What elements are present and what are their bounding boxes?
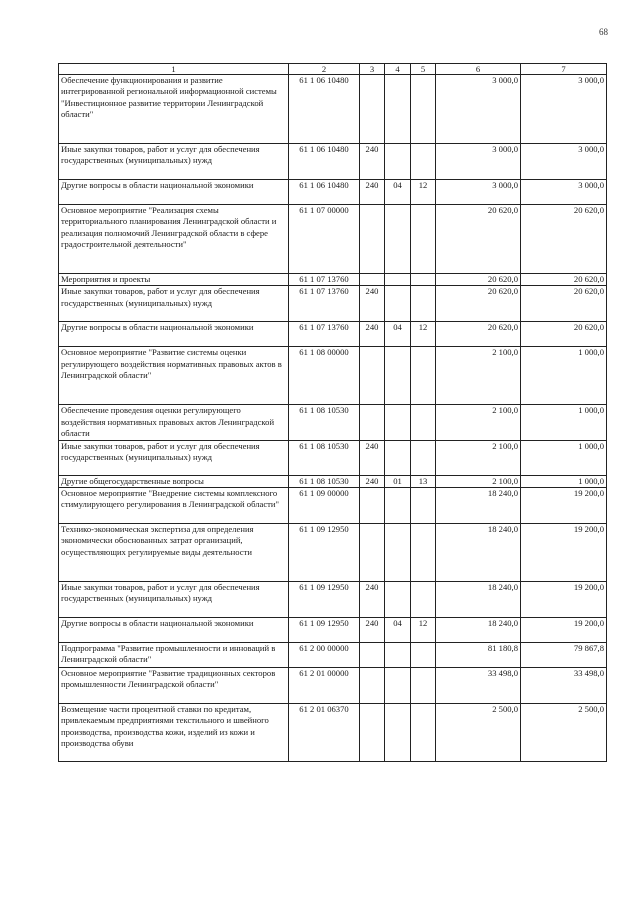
expense-type-cell: 240 xyxy=(360,180,385,205)
column-header: 1 xyxy=(59,64,289,75)
expense-type-cell xyxy=(360,488,385,524)
table-row xyxy=(59,405,607,440)
row-name-cell: Основное мероприятие "Внедрение системы комплексного стимулирующего регулирования в Ленинградской области" xyxy=(59,488,289,524)
expense-type-cell xyxy=(360,205,385,274)
amount-year-2-cell: 1 000,0 xyxy=(521,405,607,440)
table-row xyxy=(59,475,607,487)
classification-code-cell: 61 1 06 10480 xyxy=(289,180,360,205)
subsection-code-cell xyxy=(411,440,436,475)
amount-year-1-cell: 33 498,0 xyxy=(436,668,521,704)
section-code-cell xyxy=(385,488,411,524)
classification-code-cell: 61 1 07 00000 xyxy=(289,205,360,274)
expense-type-cell: 240 xyxy=(360,144,385,180)
table-row xyxy=(59,668,607,704)
classification-code-cell: 61 1 08 10530 xyxy=(289,405,360,440)
subsection-code-cell: 12 xyxy=(411,322,436,347)
subsection-code-cell: 12 xyxy=(411,618,436,643)
table-header-row xyxy=(59,64,607,75)
subsection-code-cell xyxy=(411,205,436,274)
amount-year-2-cell: 2 500,0 xyxy=(521,704,607,762)
table-row xyxy=(59,144,607,180)
subsection-code-cell xyxy=(411,488,436,524)
expense-type-cell xyxy=(360,75,385,144)
classification-code-cell: 61 2 01 00000 xyxy=(289,668,360,704)
expense-type-cell: 240 xyxy=(360,286,385,322)
amount-year-1-cell: 2 100,0 xyxy=(436,347,521,405)
amount-year-2-cell: 3 000,0 xyxy=(521,180,607,205)
section-code-cell: 01 xyxy=(385,475,411,487)
classification-code-cell: 61 1 06 10480 xyxy=(289,144,360,180)
expense-type-cell xyxy=(360,704,385,762)
section-code-cell: 04 xyxy=(385,322,411,347)
classification-code-cell: 61 1 07 13760 xyxy=(289,274,360,286)
classification-code-cell: 61 1 09 12950 xyxy=(289,618,360,643)
section-code-cell xyxy=(385,643,411,668)
row-name-cell: Иные закупки товаров, работ и услуг для обеспечения государственных (муниципальных) нужд xyxy=(59,286,289,322)
subsection-code-cell xyxy=(411,704,436,762)
amount-year-2-cell: 19 200,0 xyxy=(521,488,607,524)
amount-year-2-cell: 19 200,0 xyxy=(521,582,607,618)
expense-type-cell xyxy=(360,643,385,668)
expense-type-cell xyxy=(360,347,385,405)
subsection-code-cell xyxy=(411,668,436,704)
column-header: 7 xyxy=(521,64,607,75)
row-name-cell: Иные закупки товаров, работ и услуг для обеспечения государственных (муниципальных) нужд xyxy=(59,440,289,475)
row-name-cell: Другие общегосударственные вопросы xyxy=(59,475,289,487)
section-code-cell xyxy=(385,524,411,582)
row-name-cell: Основное мероприятие "Развитие системы оценки регулирующего воздействия нормативных правовых актов в Ленинградской области" xyxy=(59,347,289,405)
expense-type-cell xyxy=(360,405,385,440)
subsection-code-cell: 12 xyxy=(411,180,436,205)
expense-type-cell: 240 xyxy=(360,475,385,487)
table-row xyxy=(59,347,607,405)
subsection-code-cell: 13 xyxy=(411,475,436,487)
amount-year-1-cell: 20 620,0 xyxy=(436,286,521,322)
column-header: 2 xyxy=(289,64,360,75)
subsection-code-cell xyxy=(411,144,436,180)
section-code-cell xyxy=(385,704,411,762)
table-row xyxy=(59,488,607,524)
classification-code-cell: 61 2 00 00000 xyxy=(289,643,360,668)
table-row xyxy=(59,582,607,618)
column-header: 4 xyxy=(385,64,411,75)
section-code-cell xyxy=(385,274,411,286)
amount-year-1-cell: 2 100,0 xyxy=(436,440,521,475)
expense-type-cell xyxy=(360,524,385,582)
table-row xyxy=(59,205,607,274)
expense-type-cell xyxy=(360,274,385,286)
amount-year-1-cell: 18 240,0 xyxy=(436,524,521,582)
amount-year-2-cell: 19 200,0 xyxy=(521,618,607,643)
amount-year-2-cell: 20 620,0 xyxy=(521,322,607,347)
subsection-code-cell xyxy=(411,405,436,440)
classification-code-cell: 61 1 07 13760 xyxy=(289,322,360,347)
section-code-cell xyxy=(385,75,411,144)
amount-year-1-cell: 3 000,0 xyxy=(436,144,521,180)
subsection-code-cell xyxy=(411,286,436,322)
expense-type-cell xyxy=(360,668,385,704)
amount-year-1-cell: 2 100,0 xyxy=(436,405,521,440)
amount-year-1-cell: 20 620,0 xyxy=(436,274,521,286)
amount-year-2-cell: 3 000,0 xyxy=(521,75,607,144)
amount-year-1-cell: 2 500,0 xyxy=(436,704,521,762)
row-name-cell: Мероприятия и проекты xyxy=(59,274,289,286)
subsection-code-cell xyxy=(411,75,436,144)
column-header: 6 xyxy=(436,64,521,75)
classification-code-cell: 61 2 01 06370 xyxy=(289,704,360,762)
amount-year-2-cell: 20 620,0 xyxy=(521,274,607,286)
amount-year-1-cell: 18 240,0 xyxy=(436,582,521,618)
row-name-cell: Другие вопросы в области национальной экономики xyxy=(59,180,289,205)
classification-code-cell: 61 1 08 00000 xyxy=(289,347,360,405)
expense-type-cell: 240 xyxy=(360,322,385,347)
section-code-cell xyxy=(385,144,411,180)
amount-year-2-cell: 20 620,0 xyxy=(521,286,607,322)
table-row xyxy=(59,180,607,205)
amount-year-1-cell: 20 620,0 xyxy=(436,205,521,274)
amount-year-2-cell: 1 000,0 xyxy=(521,475,607,487)
expense-type-cell: 240 xyxy=(360,618,385,643)
row-name-cell: Основное мероприятие "Развитие традиционных секторов промышленности Ленинградской области" xyxy=(59,668,289,704)
amount-year-2-cell: 33 498,0 xyxy=(521,668,607,704)
table-row xyxy=(59,75,607,144)
expense-type-cell: 240 xyxy=(360,440,385,475)
amount-year-2-cell: 1 000,0 xyxy=(521,347,607,405)
row-name-cell: Иные закупки товаров, работ и услуг для обеспечения государственных (муниципальных) нужд xyxy=(59,582,289,618)
subsection-code-cell xyxy=(411,274,436,286)
subsection-code-cell xyxy=(411,524,436,582)
row-name-cell: Технико-экономическая экспертиза для определения экономически обоснованных затрат организаций, осуществляющих регулируемые виды деятельности xyxy=(59,524,289,582)
budget-table xyxy=(58,63,607,762)
amount-year-1-cell: 81 180,8 xyxy=(436,643,521,668)
expense-type-cell: 240 xyxy=(360,582,385,618)
row-name-cell: Другие вопросы в области национальной экономики xyxy=(59,322,289,347)
section-code-cell: 04 xyxy=(385,618,411,643)
classification-code-cell: 61 1 08 10530 xyxy=(289,440,360,475)
amount-year-2-cell: 19 200,0 xyxy=(521,524,607,582)
table-row xyxy=(59,274,607,286)
amount-year-1-cell: 18 240,0 xyxy=(436,618,521,643)
section-code-cell xyxy=(385,440,411,475)
table-row xyxy=(59,322,607,347)
table-row xyxy=(59,704,607,762)
row-name-cell: Обеспечение проведения оценки регулирующего воздействия нормативных правовых актов Ленинградской области xyxy=(59,405,289,440)
section-code-cell xyxy=(385,347,411,405)
row-name-cell: Иные закупки товаров, работ и услуг для обеспечения государственных (муниципальных) нужд xyxy=(59,144,289,180)
amount-year-2-cell: 3 000,0 xyxy=(521,144,607,180)
row-name-cell: Другие вопросы в области национальной экономики xyxy=(59,618,289,643)
subsection-code-cell xyxy=(411,643,436,668)
classification-code-cell: 61 1 08 10530 xyxy=(289,475,360,487)
classification-code-cell: 61 1 09 00000 xyxy=(289,488,360,524)
table-row xyxy=(59,618,607,643)
amount-year-2-cell: 20 620,0 xyxy=(521,205,607,274)
column-header: 3 xyxy=(360,64,385,75)
subsection-code-cell xyxy=(411,347,436,405)
amount-year-1-cell: 3 000,0 xyxy=(436,75,521,144)
row-name-cell: Основное мероприятие "Реализация схемы территориального планирования Ленинградской области и реализация полномочий Ленинградской области в сфере градостроительной деятельности" xyxy=(59,205,289,274)
row-name-cell: Обеспечение функционирования и развитие интегрированной региональной информационной системы "Инвестиционное развитие территории Ленинградской области" xyxy=(59,75,289,144)
section-code-cell: 04 xyxy=(385,180,411,205)
page-number: 68 xyxy=(599,27,608,37)
section-code-cell xyxy=(385,205,411,274)
section-code-cell xyxy=(385,286,411,322)
row-name-cell: Возмещение части процентной ставки по кредитам, привлекаемым предприятиями текстильного и швейного производства, производства кожи, изделий из кожи и производства обуви xyxy=(59,704,289,762)
table-row xyxy=(59,286,607,322)
classification-code-cell: 61 1 06 10480 xyxy=(289,75,360,144)
table-row xyxy=(59,643,607,668)
table-row xyxy=(59,440,607,475)
column-header: 5 xyxy=(411,64,436,75)
classification-code-cell: 61 1 09 12950 xyxy=(289,524,360,582)
amount-year-1-cell: 18 240,0 xyxy=(436,488,521,524)
section-code-cell xyxy=(385,582,411,618)
amount-year-1-cell: 2 100,0 xyxy=(436,475,521,487)
table-row xyxy=(59,524,607,582)
amount-year-2-cell: 79 867,8 xyxy=(521,643,607,668)
amount-year-2-cell: 1 000,0 xyxy=(521,440,607,475)
amount-year-1-cell: 3 000,0 xyxy=(436,180,521,205)
subsection-code-cell xyxy=(411,582,436,618)
classification-code-cell: 61 1 07 13760 xyxy=(289,286,360,322)
amount-year-1-cell: 20 620,0 xyxy=(436,322,521,347)
row-name-cell: Подпрограмма "Развитие промышленности и инноваций в Ленинградской области" xyxy=(59,643,289,668)
section-code-cell xyxy=(385,668,411,704)
classification-code-cell: 61 1 09 12950 xyxy=(289,582,360,618)
section-code-cell xyxy=(385,405,411,440)
